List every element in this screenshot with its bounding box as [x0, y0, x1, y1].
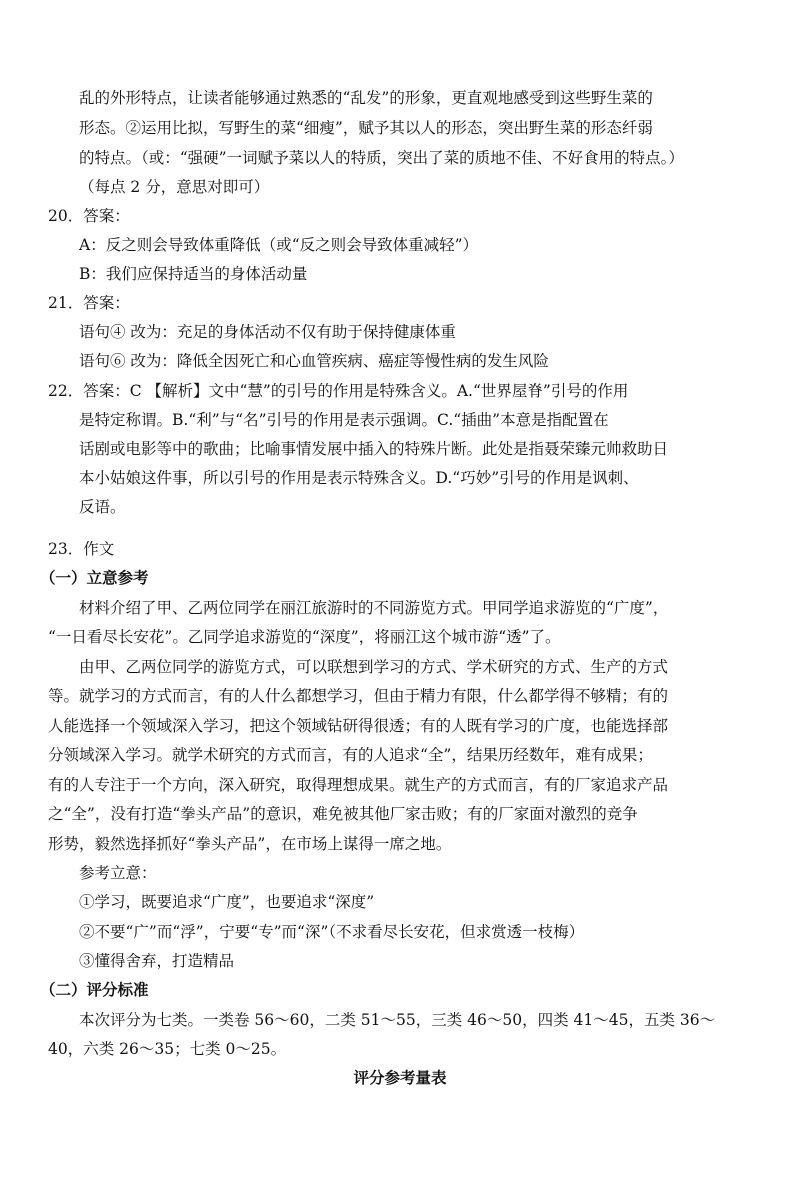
question-23-heading: 23．作文	[48, 540, 115, 558]
paragraph-line: 材料介绍了甲、乙两位同学在丽江旅游时的不同游览方式。甲同学追求游览的“广度”，	[79, 599, 669, 617]
reference-intent-item: ③懂得舍弃，打造精品	[79, 952, 235, 970]
question-22-answer: 22．答案：C 【解析】文中“慧”的引号的作用是特殊含义。A.“世界屋脊”引号的作用	[48, 382, 629, 400]
paragraph-line: 由甲、乙两位同学的游览方式，可以联想到学习的方式、学术研究的方式、生产的方式	[79, 658, 669, 676]
paragraph-line: 形势，毅然选择抓好“拳头产品”，在市场上谋得一席之地。	[48, 835, 452, 853]
text-line: （每点 2 分，意思对即可）	[79, 178, 270, 196]
section-heading-scoring: （二）评分标准	[40, 980, 149, 999]
text-line: 形态。②运用比拟，写野生的菜“细瘦”，赋予其以人的形态，突出野生菜的形态纤弱	[79, 119, 653, 137]
text-line: 的特点。（或：“强硬”一词赋予菜以人的特质，突出了菜的质地不佳、不好食用的特点。）	[79, 149, 684, 167]
reference-intent-item: ②不要“广”而“浮”，宁要“专”而“深”（不求看尽长安花，但求赏透一枝梅）	[79, 923, 585, 941]
sentence-4-revision: 语句④ 改为：充足的身体活动不仅有助于保持健康体重	[79, 323, 456, 341]
paragraph-line: 之“全”，没有打造“拳头产品”的意识，难免被其他厂家击败；有的厂家面对激烈的竞争	[48, 805, 638, 823]
reference-intent-label: 参考立意：	[79, 864, 157, 882]
answer-a: A：反之则会导致体重降低（或“反之则会导致体重减轻”）	[79, 236, 479, 254]
reference-intent-item: ①学习，既要追求“广度”，也要追求“深度”	[79, 893, 375, 911]
section-heading-intent: （一）立意参考	[40, 568, 149, 587]
paragraph-line: 有的人专注于一个方向，深入研究，取得理想成果。就生产的方式而言，有的厂家追求产品	[48, 776, 669, 794]
scoring-table-title: 评分参考量表	[353, 1068, 447, 1087]
paragraph-line: 人能选择一个领域深入学习，把这个领域钻研得很透；有的人既有学习的广度，也能选择部	[48, 717, 669, 735]
text-line: 反语。	[79, 498, 126, 516]
text-line: 话剧或电影等中的歌曲；比喻事情发展中插入的特殊片断。此处是指聂荣臻元帅救助日	[79, 440, 669, 458]
scoring-text: 40，六类 26～35；七类 0～25。	[48, 1040, 287, 1058]
paragraph-line: 等。就学习的方式而言，有的人什么都想学习，但由于精力有限，什么都学得不够精；有的	[48, 687, 669, 705]
question-21-heading: 21．答案：	[48, 294, 130, 312]
answer-b: B：我们应保持适当的身体活动量	[79, 265, 308, 283]
question-20-heading: 20．答案：	[48, 207, 130, 225]
paragraph-line: 分领域深入学习。就学术研究的方式而言，有的人追求“全”，结果历经数年，难有成果；	[48, 746, 653, 764]
sentence-6-revision: 语句⑥ 改为：降低全因死亡和心血管疾病、癌症等慢性病的发生风险	[79, 352, 549, 370]
scoring-text: 本次评分为七类。一类卷 56～60，二类 51～55，三类 46～50，四类 41～45，五类 36～	[79, 1011, 716, 1029]
text-line: 是特定称谓。B.“利”与“名”引号的作用是表示强调。C.“插曲”本意是指配置在	[79, 411, 609, 429]
text-line: 本小姑娘这件事，所以引号的作用是表示特殊含义。D.“巧妙”引号的作用是讽刺、	[79, 469, 639, 487]
paragraph-line: “一日看尽长安花”。乙同学追求游览的“深度”，将丽江这个城市游“透”了。	[48, 628, 561, 646]
text-line: 乱的外形特点，让读者能够通过熟悉的“乱发”的形象，更直观地感受到这些野生菜的	[79, 89, 653, 107]
